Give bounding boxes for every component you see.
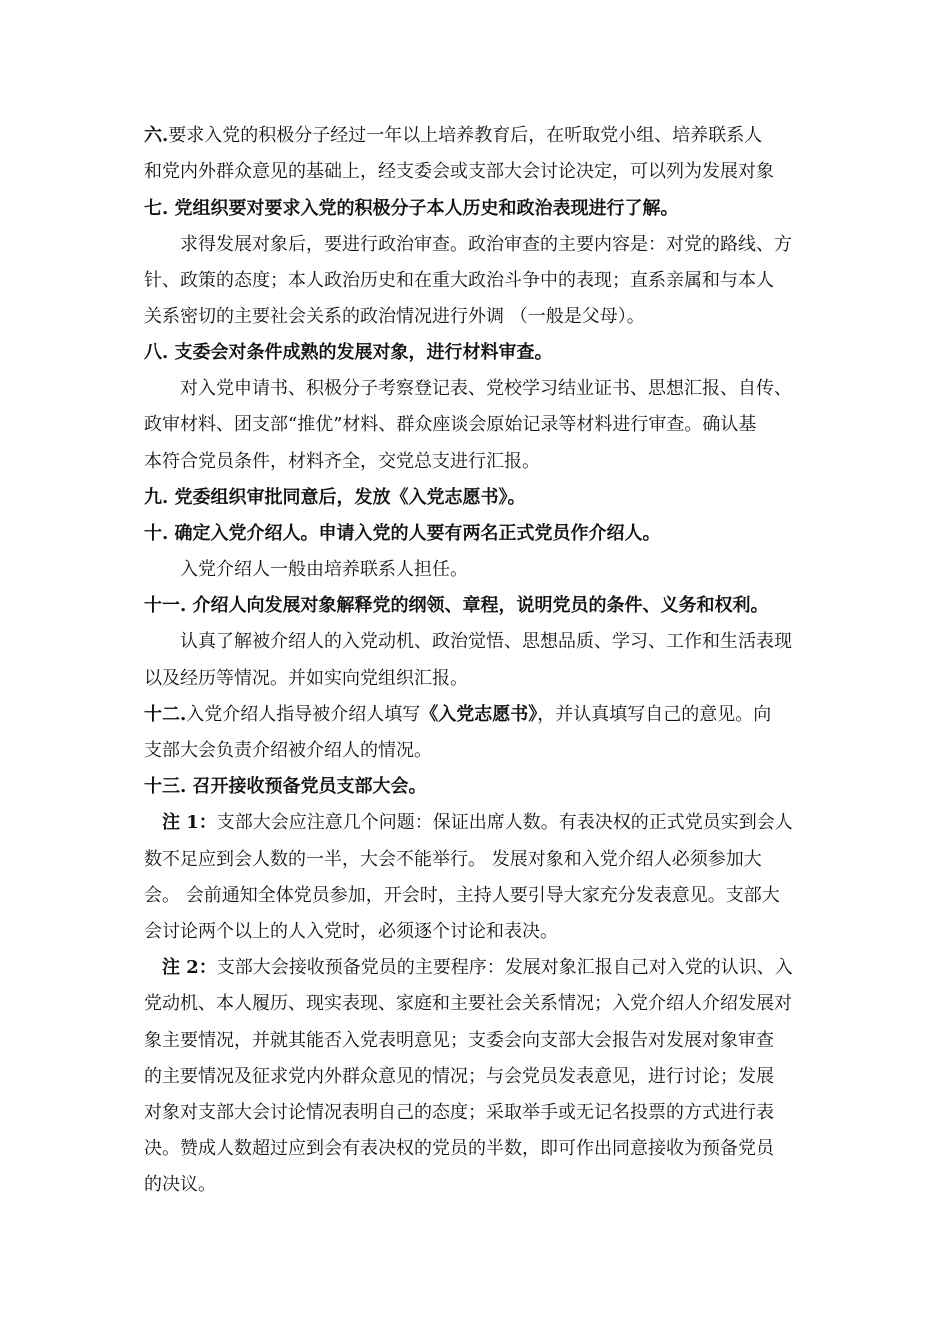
note-2-line-7: 的决议。: [144, 1174, 216, 1195]
section-13-heading: 十三. 召开接收预备党员支部大会。: [144, 776, 427, 797]
note-1-text-1: 支部大会应注意几个问题：保证出席人数。有表决权的正式党员实到会人: [216, 812, 793, 833]
section-12-text-c: ，并认真填写自己的意见。向: [537, 704, 772, 725]
section-8-paragraph-line-2: 政审材料、团支部“推优”材料、群众座谈会原始记录等材料进行审查。确认基: [144, 414, 757, 435]
section-9-heading: 九. 党委组织审批同意后，发放《入党志愿书》。: [144, 487, 526, 508]
note-2-line-2: 党动机、本人履历、现实表现、家庭和主要社会关系情况；入党介绍人介绍发展对: [144, 993, 792, 1014]
note-2-label: 注 2：: [162, 957, 217, 978]
section-8-paragraph-line-1: 对入党申请书、积极分子考察登记表、党校学习结业证书、思想汇报、自传、: [180, 378, 792, 399]
note-1-line-1: [162, 811, 808, 835]
note-2-line-6: 决。赞成人数超过应到会有表决权的党员的半数，即可作出同意接收为预备党员: [144, 1138, 774, 1159]
section-6-line-1: [144, 124, 808, 148]
section-11-paragraph-line-1: 认真了解被介绍人的入党动机、政治觉悟、思想品质、学习、工作和生活表现: [180, 631, 792, 652]
section-12-line-1: [144, 703, 808, 727]
section-6-number: 六.: [144, 125, 169, 146]
note-2-line-5: 对象对支部大会讨论情况表明自己的态度；采取举手或无记名投票的方式进行表: [144, 1102, 774, 1123]
note-2-line-3: 象主要情况，并就其能否入党表明意见；支委会向支部大会报告对发展对象审查: [144, 1030, 774, 1051]
note-1-line-3: 会。 会前通知全体党员参加，开会时，主持人要引导大家充分发表意见。支部大: [144, 885, 780, 906]
section-12-number: 十二.: [144, 704, 187, 725]
note-1-line-2: 数不足应到会人数的一半，大会不能举行。 发展对象和入党介绍人必须参加大: [144, 849, 762, 870]
section-10-heading: 十. 确定入党介绍人。申请入党的人要有两名正式党员作介绍人。: [144, 523, 661, 544]
section-10-paragraph: 入党介绍人一般由培养联系人担任。: [180, 559, 468, 580]
note-2-text-1: 支部大会接收预备党员的主要程序：发展对象汇报自己对入党的认识、入: [216, 957, 793, 978]
section-8-paragraph-line-3: 本符合党员条件，材料齐全，交党总支进行汇报。: [144, 451, 540, 472]
note-1-line-4: 会讨论两个以上的人入党时，必须逐个讨论和表决。: [144, 921, 558, 942]
section-12-text-a: 入党介绍人指导被介绍人填写: [186, 704, 421, 725]
section-11-heading: 十一. 介绍人向发展对象解释党的纲领、章程，说明党员的条件、义务和权利。: [144, 595, 769, 616]
section-6-line-2: 和党内外群众意见的基础上，经支委会或支部大会讨论决定，可以列为发展对象: [144, 161, 774, 182]
section-6-text-1: 要求入党的积极分子经过一年以上培养教育后，在听取党小组、培养联系人: [168, 125, 763, 146]
note-1-label: 注 1：: [162, 812, 217, 833]
section-7-paragraph-line-2: 针、政策的态度；本人政治历史和在重大政治斗争中的表现；直系亲属和与本人: [144, 270, 774, 291]
section-12-line-2: 支部大会负责介绍被介绍人的情况。: [144, 740, 432, 761]
note-2-line-4: 的主要情况及征求党内外群众意见的情况；与会党员发表意见，进行讨论；发展: [144, 1066, 774, 1087]
section-7-paragraph-line-1: 求得发展对象后，要进行政治审查。政治审查的主要内容是：对党的路线、方: [180, 234, 792, 255]
section-7-heading: 七. 党组织要对要求入党的积极分子本人历史和政治表现进行了解。: [144, 198, 679, 219]
section-11-paragraph-line-2: 以及经历等情况。并如实向党组织汇报。: [144, 668, 468, 689]
section-7-paragraph-line-3: 关系密切的主要社会关系的政治情况进行外调 （一般是父母）。: [144, 306, 645, 327]
section-12-form-title: 《入党志愿书》: [420, 704, 538, 725]
note-2-line-1: [162, 956, 808, 980]
section-8-heading: 八. 支委会对条件成熟的发展对象，进行材料审查。: [144, 342, 553, 363]
